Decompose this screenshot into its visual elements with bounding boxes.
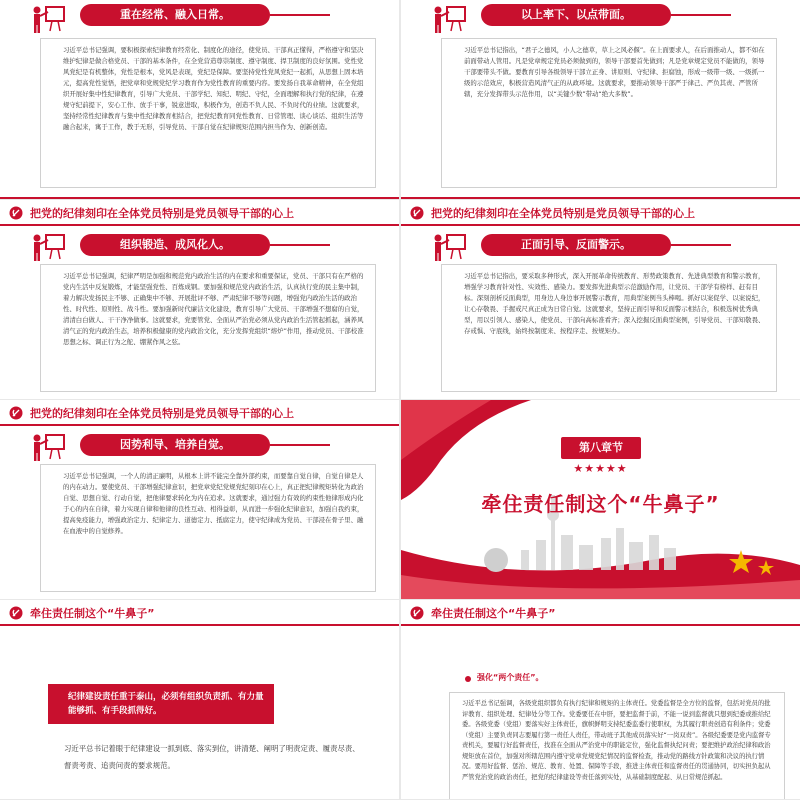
header-line <box>401 224 800 226</box>
slide-1[interactable] <box>0 0 399 199</box>
pill-bar <box>671 244 731 246</box>
body-text: 习近平总书记强调，要积极探索纪律教育经常化、制度化的途径，使党员、干部真正懂得，严格遵守和坚决维护纪律是做合格党员、干部的基本条件，在全党营造尊崇制度、遵守制度、捍卫制度的良好氛围。党性党风党纪是有机整体，党性是根本，党风是表现，党纪是保障。要坚持党性党风党纪一起抓，从思想上固本培元，提高党性觉悟，把党章和党规党纪学习教育作为党性教育的重要内容。要发扬自我革命精神，在全党组织开展好集中性纪律教育，引导广大党员、干部学纪、知纪、明纪、守纪，全面理解和执行党的纪律，在遵规守纪前提下，安心工作、放手干事，锐意进取，积极作为，创造不负人民、不负时代的业绩。这就要求，坚持经常性纪律教育与集中性纪律教育相结合，把党纪教育同党性教育、日常管理、谈心谈话、组织生活等融合起来，寓于工作，教于无形，引导党员、干部自觉在纪律规矩范围内担当作为、创新创造。 <box>63 46 364 131</box>
party-emblem-icon <box>8 206 24 220</box>
header-title: 把党的纪律刻印在全体党员特别是党员领导干部的心上 <box>30 407 294 420</box>
teacher-board-icon <box>431 232 467 262</box>
body-text: 习近平总书记强调，纪律严明是加强和规范党内政治生活的内在要求和重要保证，党员、干部只有在严格的党内生活中反复锻炼，才能坚强党性、百炼成钢。要加强和规范党内政治生活，认真执行党的民主集中制，着力解决发扬民主不够、正确集中不够、开展批评不够、严肃纪律不够等问题，增强党内政治生活的政治性、时代性、原则性、战斗性。要加强新时代廉洁文化建设，教育引导广大党员、干部增强不想腐的自觉，清清白白做人、干干净净做事。这就要求，党要管党、全面从严治党必须从党内政治生活管起抓起，涵养风清气正的党内政治生态，培养积极健康的党内政治文化，充分发挥党组织“熔炉”作用，推动党员、干部校准思想之标、调正行为之舵、绷紧作风之弦。 <box>63 272 364 346</box>
chapter-badge: 第八章节 <box>561 437 641 459</box>
content-box <box>40 464 376 592</box>
slide-5[interactable] <box>0 400 399 599</box>
topic-pill: 以上率下、以点带面。 <box>481 4 671 26</box>
slide-8[interactable] <box>401 600 800 799</box>
header-line <box>401 624 800 626</box>
header-title: 牵住责任制这个“牛鼻子” <box>431 607 556 620</box>
content-box <box>449 692 785 799</box>
content-box <box>441 38 777 188</box>
teacher-board-icon <box>431 4 467 34</box>
header-title: 把党的纪律刻印在全体党员特别是党员领导干部的心上 <box>30 207 294 220</box>
header-line <box>0 424 399 426</box>
slide-6-chapter-title[interactable] <box>401 400 800 599</box>
slide-3[interactable] <box>0 200 399 399</box>
topic-pill: 正面引导、反面警示。 <box>481 234 671 256</box>
header-line <box>0 224 399 226</box>
bottom-rule <box>0 197 399 199</box>
slide-header <box>0 600 399 626</box>
section-label: 强化“两个责任”。 <box>477 673 544 682</box>
chapter-title: 牵住责任制这个“牛鼻子” <box>481 492 720 516</box>
pill-bar <box>270 14 330 16</box>
body-text: 习近平总书记强调，各级党组织都负有执行纪律和规矩的主体责任。党委监督是全方位的监督，包括对党员的批评教育、组织处理、纪律处分等工作。党委要任在中肝，要把监督于前，不能一说到监督就只想到纪委或推给纪委。各级党委（党组）要落实好主体责任，旗帜鲜明支持纪委监委行使职权，为其履行职责创造有利条件；党委（党组）主要负责同志要履行第一责任人责任，带动班子其他成员落实好“一岗双责”。各级纪委要是党内监督专责机关，要履行好监督责任，找准在全面从严治党中的职能定位，强化监督执纪问责；要把维护政治纪律和政治规矩放在首位，加强对所辖范围内遵守党章党规党纪情况的监督检查，推动党的路线方针政策和决议的执行情况。要用好监督、惩治、规范、教育、处置、保障等手段，推进主体责任和监督责任的贯通协同，切实担负起从严管党治党的政治责任，把党的纪律建设等责任落到实处，从基础制度配起、从日常规范抓起。 <box>462 700 771 781</box>
party-emblem-icon <box>8 606 24 620</box>
topic-pill: 组织锻造、成风化人。 <box>80 234 270 256</box>
slide-header <box>0 200 399 226</box>
slide-2[interactable] <box>401 0 800 199</box>
teacher-board-icon <box>30 232 66 262</box>
body-text: 习近平总书记着眼于纪律建设一抓到底、落实到位，讲清楚、阐明了明责定责、履责尽责、督责考责、追责问责的要求规范。 <box>64 744 360 770</box>
star-rating-row: ★★★★★ <box>573 462 628 475</box>
content-box <box>441 264 777 392</box>
party-emblem-icon <box>409 606 425 620</box>
slide-header <box>0 400 399 426</box>
pill-bar <box>671 14 731 16</box>
slide-4[interactable] <box>401 200 800 399</box>
bottom-rule <box>401 197 800 199</box>
topic-pill: 因势利导、培养自觉。 <box>80 434 270 456</box>
bullet-dot <box>465 676 471 682</box>
content-box <box>40 38 376 188</box>
header-title: 把党的纪律刻印在全体党员特别是党员领导干部的心上 <box>431 207 695 220</box>
slide-header <box>401 600 800 626</box>
body-text: 习近平总书记指出，要采取多种形式，深入开展革命传统教育、形势政策教育、先进典型教育和警示教育，增强学习教育针对性、实效性、感染力。要发挥先进典型示范激励作用，让党员、干部学有榜样、赶有目标。深刻剖析反面典型，用身边人身边事开展警示教育，用典型案例当头棒喝。抓好以案促学、以案说纪，让心存敬畏、手握戒尺真正成为日常自觉。这就要求，坚持正面引导和反面警示相结合，积极选树优秀典型，用以引领人、感染人，使党员、干部向高标准看齐；深入挖掘反面典型案例，引导党员、干部知敬畏、存戒惧、守底线，始终按制度来、按程序走、按规矩办。 <box>464 272 765 335</box>
slide-7[interactable] <box>0 600 399 799</box>
header-title: 牵住责任制这个“牛鼻子” <box>30 607 155 620</box>
content-box <box>40 264 376 392</box>
party-emblem-icon <box>8 406 24 420</box>
teacher-board-icon <box>30 4 66 34</box>
header-line <box>0 624 399 626</box>
pill-bar <box>270 244 330 246</box>
party-emblem-icon <box>409 206 425 220</box>
teacher-board-icon <box>30 432 66 462</box>
quote-box: 纪律建设责任重于泰山，必须有组织负责抓、有力量能够抓、有手段抓得好。 <box>48 684 274 724</box>
topic-pill: 重在经常、融入日常。 <box>80 4 270 26</box>
body-text: 习近平总书记指出，“君子之德风，小人之德草，草上之风必偃”。在上面要求人，在后面推动人，都不如在前面带动人管用。凡是党章规定党员必须做到的，领导干部要首先做到；凡是党章规定党员不能做的，领导干部要带头不做。要教育引导各级领导干部立正身、讲原则、守纪律、拒腐蚀，形成一级带一级、一级抓一级的示范效应，积极营造风清气正的从政环境。这就要求，要推动领导干部严于律己、严负其责、严管所辖，充分发挥带头示范作用，以“关键少数”带动“绝大多数”。 <box>464 46 765 98</box>
pill-bar <box>270 444 330 446</box>
slide-header <box>401 200 800 226</box>
body-text: 习近平总书记强调，一个人的清正廉明，从根本上讲不能完全靠外部约束，而要靠自觉自律，自觉自律是人的内在动力。要使党员、干部增强纪律意识，把党章党纪党规党纪刻印在心上，真正把纪律规矩转化为政治自觉、思想自觉、行动自觉，把他律要求转化为内在追求。这就要求，通过强力有效的约束性他律形成内化于心的内在自律，着力实现自律和他律的良性互动、相得益彰，从而进一步强化纪律意识，加强自我约束，提高免疫能力，增强政治定力、纪律定力、道德定力、抵腐定力，使守纪律成为党员、干部浸在骨子里、融在血液中的自觉修养。 <box>63 472 364 535</box>
